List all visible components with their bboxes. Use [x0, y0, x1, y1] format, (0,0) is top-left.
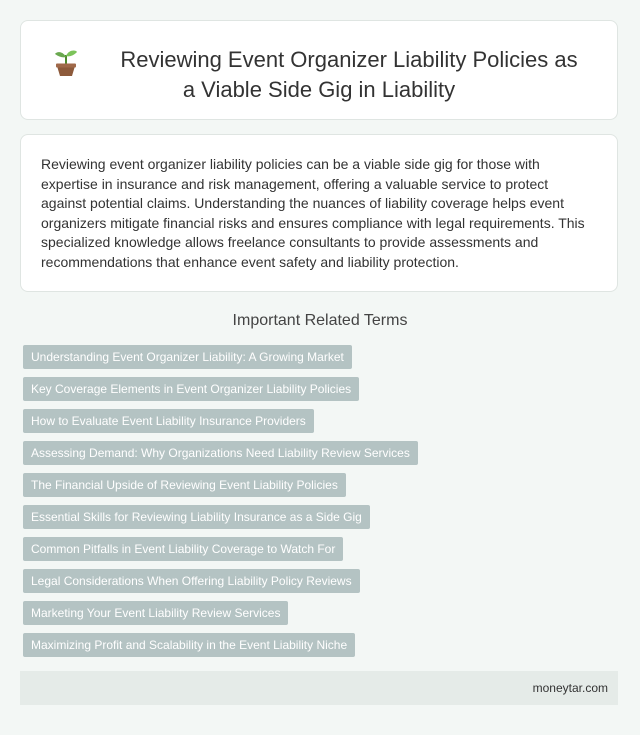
related-term-tag[interactable]: Maximizing Profit and Scalability in the Event Liability Niche — [23, 633, 355, 657]
intro-paragraph: Reviewing event organizer liability policies can be a viable side gig for those with expertise in insurance and risk management, offering a valuable service to protect against potential claims. Understanding the nuances of liability coverage helps event organizers mitigate financial risks and ensures compliance with legal requirements. This specialized knowledge allows freelance consultants to provide assessments and recommendations that enhance event safety and liability protection. — [41, 156, 585, 270]
list-item — [23, 441, 418, 465]
list-item — [23, 569, 418, 593]
related-term-tag[interactable]: Legal Considerations When Offering Liability Policy Reviews — [23, 569, 360, 593]
intro-card — [20, 134, 618, 292]
related-term-tag[interactable]: Key Coverage Elements in Event Organizer Liability Policies — [23, 377, 359, 401]
list-item — [23, 505, 418, 529]
page-title-line2: a Viable Side Gig in Liability — [182, 77, 456, 102]
list-item — [23, 377, 418, 401]
footer — [20, 671, 618, 705]
title-card — [20, 20, 618, 120]
page-title-line1: Reviewing Event Organizer Liability Policies as — [120, 47, 578, 72]
related-term-tag[interactable]: Assessing Demand: Why Organizations Need Liability Review Services — [23, 441, 418, 465]
related-term-tag[interactable]: Essential Skills for Reviewing Liability Insurance as a Side Gig — [23, 505, 370, 529]
page-title — [41, 45, 597, 105]
footer-site-name[interactable]: moneytar.com — [532, 681, 608, 695]
related-term-tag[interactable]: Common Pitfalls in Event Liability Coverage to Watch For — [23, 537, 343, 561]
list-item — [23, 345, 418, 369]
list-item — [23, 473, 418, 497]
list-item — [23, 633, 418, 657]
related-term-tag[interactable]: The Financial Upside of Reviewing Event Liability Policies — [23, 473, 346, 497]
related-terms-heading: Important Related Terms — [232, 312, 408, 329]
list-item — [23, 601, 418, 625]
list-item — [23, 409, 418, 433]
related-terms-list — [23, 345, 418, 665]
list-item — [23, 537, 418, 561]
related-term-tag[interactable]: Marketing Your Event Liability Review Services — [23, 601, 288, 625]
related-term-tag[interactable]: How to Evaluate Event Liability Insurance Providers — [23, 409, 314, 433]
related-term-tag[interactable]: Understanding Event Organizer Liability: A Growing Market — [23, 345, 352, 369]
